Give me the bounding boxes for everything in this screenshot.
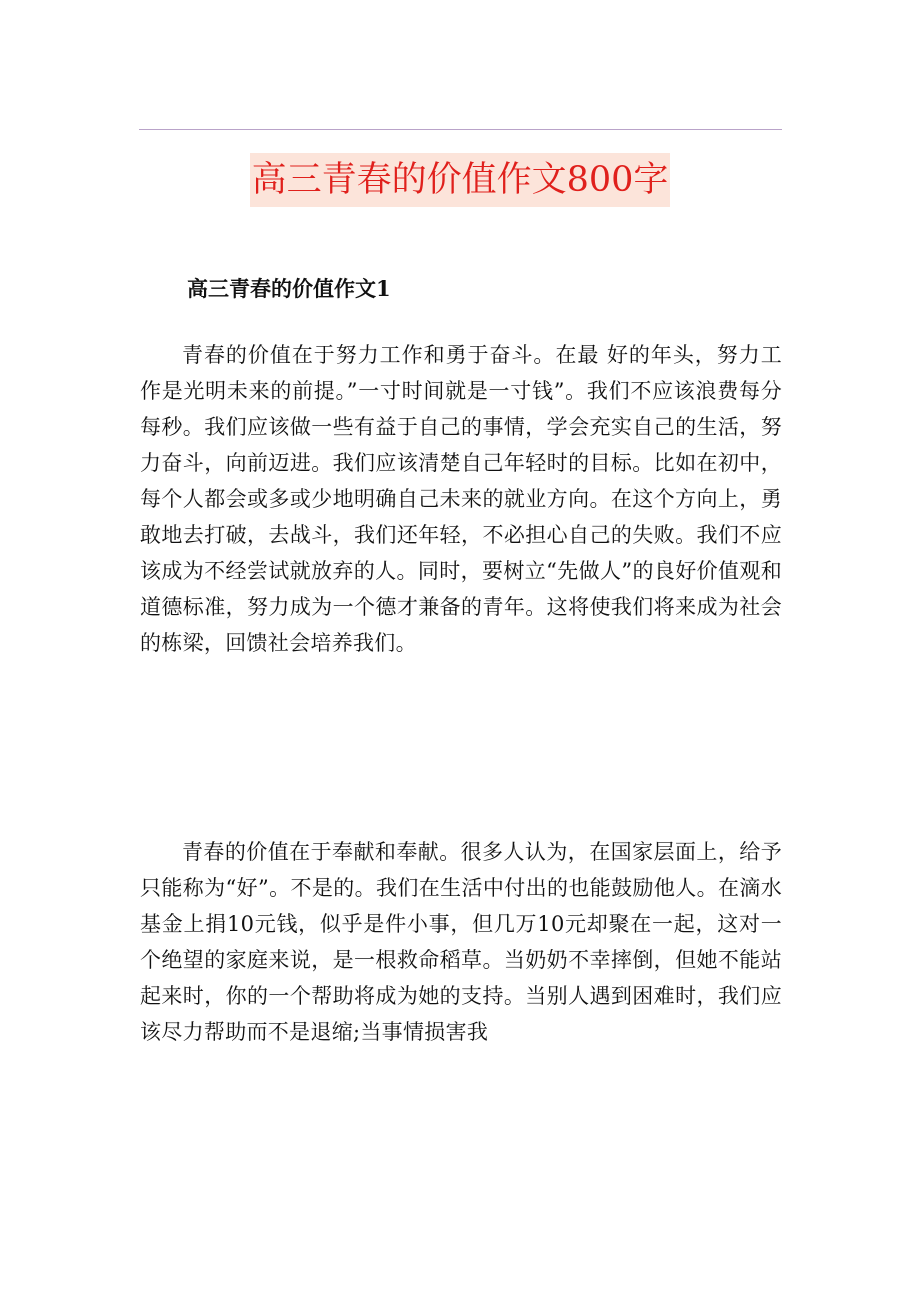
title-container <box>0 153 920 207</box>
section-heading: 高三青春的价值作文1 <box>187 276 391 301</box>
body-paragraph-2: 青春的价值在于奉献和奉献。很多人认为，在国家层面上，给予只能称为“好”。不是的。我们在生活中付出的也能鼓励他人。在滴水基金上捐10元钱，似乎是件小事，但几万10元却聚在一起，这对一个绝望的家庭来说，是一根救命稻草。当奶奶不幸摔倒，但她不能站起来时，你的一个帮助将成为她的支持。当别人遇到困难时，我们应该尽力帮助而不是退缩;当事情损害我 <box>140 840 782 1044</box>
body-paragraph-1: 青春的价值在于努力工作和勇于奋斗。在最 好的年头，努力工作是光明未来的前提。”一寸时间就是一寸钱”。我们不应该浪费每分每秒。我们应该做一些有益于自己的事情，学会充实自己的生活，努力奋斗，向前迈进。我们应该清楚自己年轻时的目标。比如在初中，每个人都会或多或少地明确自己未来的就业方向。在这个方向上，勇敢地去打破，去战斗，我们还年轻，不必担心自己的失败。我们不应该成为不经尝试就放弃的人。同时，要树立“先做人”的良好价值观和道德标准，努力成为一个德才兼备的青年。这将使我们将来成为社会的栋梁，回馈社会培养我们。 <box>140 343 782 655</box>
document-title: 高三青春的价值作文800字 <box>250 153 671 207</box>
header-rule <box>139 129 782 130</box>
